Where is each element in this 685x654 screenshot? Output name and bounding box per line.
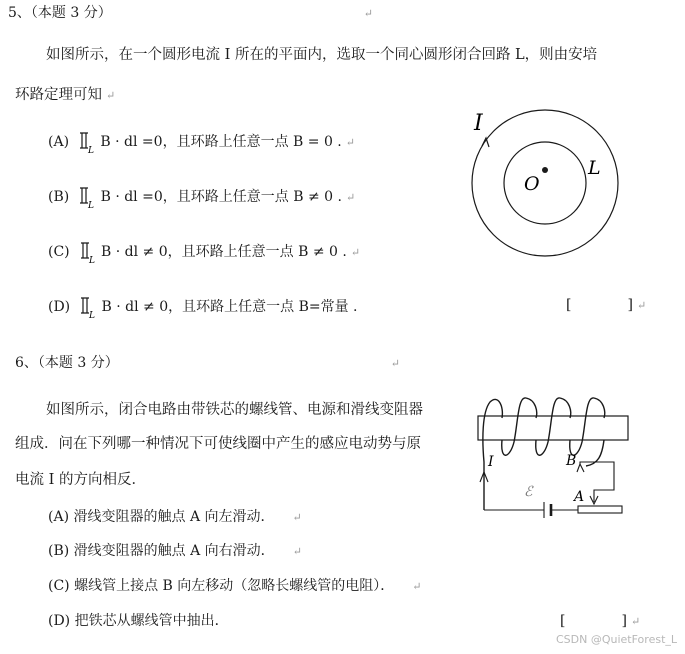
q6-header: 6、（本题 3 分） ↵ [15,355,400,371]
current-label: I [488,454,494,470]
q6-stem-line2: 组成．问在下列哪一种情况下可使线圈中产生的感应电动势与原 [15,436,421,452]
q5-stem-line2: 环路定理可知 ↵ [15,87,116,103]
q5-option-b[interactable]: (B) L B · dl =0，且环路上任意一点 B ≠ 0 . ↵ [48,186,355,207]
rheostat [578,506,622,513]
q6-stem-line1: 如图所示，闭合电路由带铁芯的螺线管、电源和滑线变阻器 [46,402,423,418]
iron-core [478,416,628,440]
current-direction-arrow-icon [482,138,489,147]
q5-option-a[interactable]: (A) L B · dl =0，且环路上任意一点 B = 0 . ↵ [48,131,355,152]
contact-b-label: B [566,453,577,469]
q6-solenoid-circuit-figure [474,392,634,524]
q5-header: 5、（本题 3 分） ↵ [8,5,373,21]
q5-answer-bracket[interactable]: [ ] ↵ [566,297,647,313]
q5-option-d[interactable]: (D) L B · dl ≠ 0，且环路上任意一点 B=常量 . [48,296,358,316]
q6-option-c[interactable]: (C) 螺线管上接点 B 向左移动（忽略长螺线管的电阻）． ↵ [48,578,422,594]
current-label: I [474,111,483,136]
amperian-loop-L [504,142,586,224]
solenoid-coil [483,398,605,510]
q6-option-b[interactable]: (B) 滑线变阻器的触点 A 向右滑动． ↵ [48,543,302,559]
current-loop [472,110,618,256]
svg-text:L: L [88,201,95,208]
svg-text:L: L [87,146,94,153]
closed-integral-icon [78,131,96,151]
q6-answer-bracket[interactable]: [ ] ↵ [560,613,641,629]
center-point [542,167,548,173]
closed-integral-icon [79,296,97,316]
closed-integral-icon [78,186,96,206]
center-label: O [524,173,540,195]
svg-text:L: L [88,256,95,263]
q6-option-a[interactable]: (A) 滑线变阻器的触点 A 向左滑动． ↵ [48,509,302,525]
loop-label: L [588,157,601,179]
q5-option-c[interactable]: (C) L B · dl ≠ 0，且环路上任意一点 B ≠ 0 . ↵ [48,241,360,262]
emf-label: ℰ [524,484,533,500]
q5-circular-current-figure [462,98,634,270]
q6-option-d[interactable]: (D) 把铁芯从螺线管中抽出． [48,613,229,629]
q5-stem-line1: 如图所示，在一个圆形电流 I 所在的平面内，选取一个同心圆形闭合回路 L，则由安培 [46,47,598,63]
contact-b-arrow-icon [577,464,584,472]
q6-stem-line3: 电流 I 的方向相反． [15,472,146,488]
watermark: CSDN @QuietForest_L [556,633,678,646]
svg-text:L: L [89,311,96,318]
closed-integral-icon [79,241,97,261]
contact-a-label: A [574,489,585,505]
